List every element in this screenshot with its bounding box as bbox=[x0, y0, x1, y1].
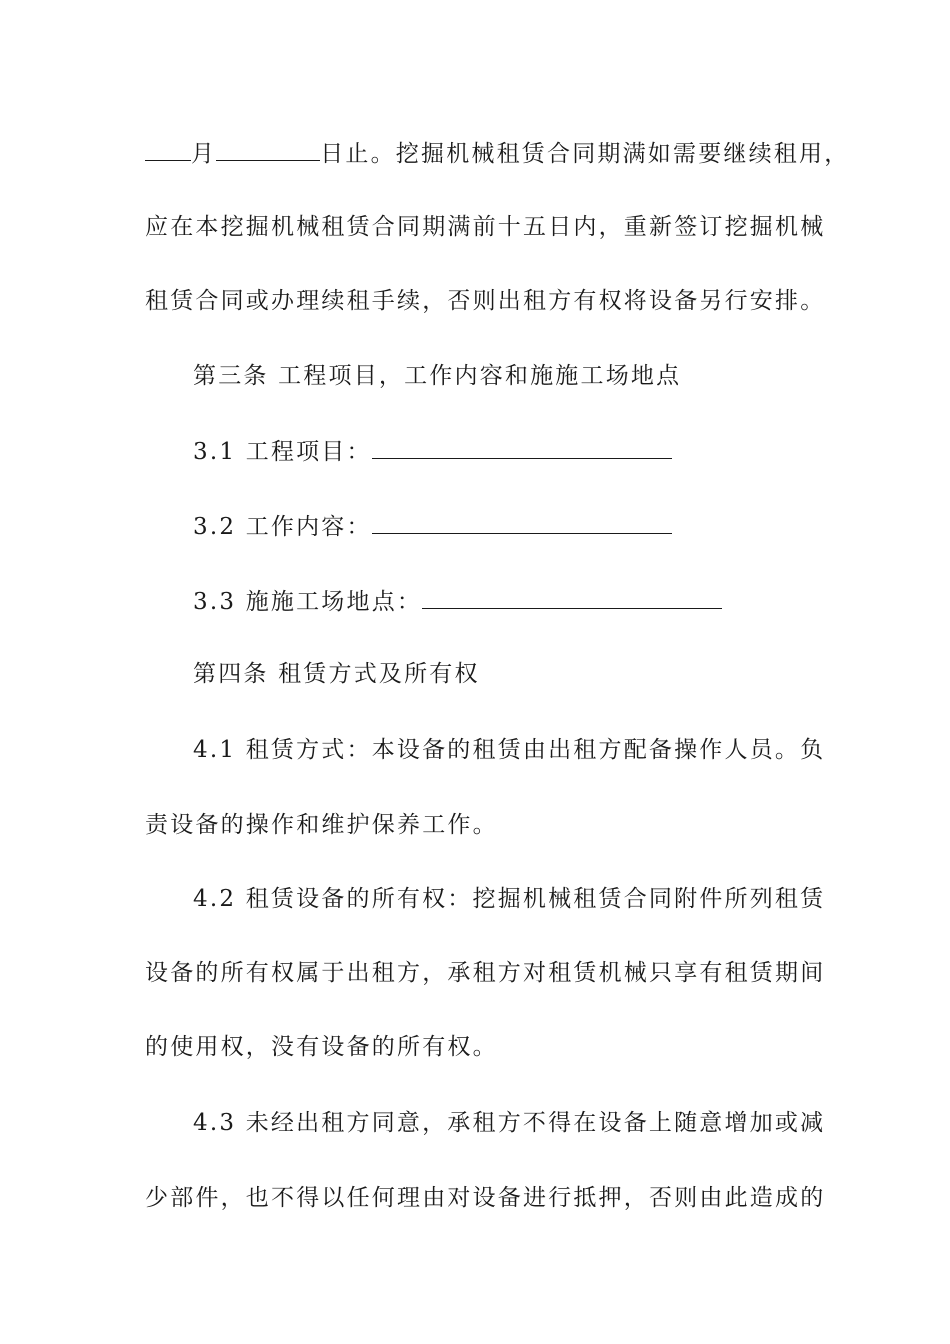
field-work-content bbox=[193, 511, 873, 542]
paragraph-line: 设备的所有权属于出租方，承租方对租赁机械只享有租赁期间 bbox=[145, 960, 826, 986]
blank-month bbox=[145, 138, 191, 161]
paragraph-line: 少部件，也不得以任何理由对设备进行抵押，否则由此造成的 bbox=[145, 1185, 826, 1211]
paragraph-line: 4.3 未经出租方同意，承租方不得在设备上随意增加或减 bbox=[193, 1110, 826, 1136]
text-rest: 日止。挖掘机械租赁合同期满如需要继续租用， bbox=[320, 141, 850, 167]
paragraph-line: 的使用权，没有设备的所有权。 bbox=[145, 1034, 498, 1060]
paragraph-line: 4.2 租赁设备的所有权：挖掘机械租赁合同附件所列租赁 bbox=[193, 886, 826, 912]
paragraph-line: 4.1 租赁方式：本设备的租赁由出租方配备操作人员。负 bbox=[193, 737, 826, 763]
blank-day bbox=[216, 138, 320, 161]
field-project bbox=[193, 436, 873, 467]
paragraph-line bbox=[145, 138, 850, 169]
text-month: 月 bbox=[191, 141, 217, 167]
paragraph-line: 应在本挖掘机械租赁合同期满前十五日内，重新签订挖掘机械 bbox=[145, 214, 826, 240]
fill-blank bbox=[372, 511, 672, 534]
field-site-location bbox=[193, 586, 873, 617]
field-label: 3.3 施施工场地点： bbox=[193, 589, 423, 615]
field-label: 3.1 工程项目： bbox=[193, 439, 372, 465]
paragraph-line: 租赁合同或办理续租手续，否则出租方有权将设备另行安排。 bbox=[145, 288, 826, 314]
section-heading-article-3: 第三条 工程项目，工作内容和施施工场地点 bbox=[193, 363, 682, 389]
fill-blank bbox=[422, 586, 722, 609]
field-label: 3.2 工作内容： bbox=[193, 514, 372, 540]
paragraph-line: 责设备的操作和维护保养工作。 bbox=[145, 812, 498, 838]
section-heading-article-4: 第四条 租赁方式及所有权 bbox=[193, 661, 480, 687]
fill-blank bbox=[372, 436, 672, 459]
